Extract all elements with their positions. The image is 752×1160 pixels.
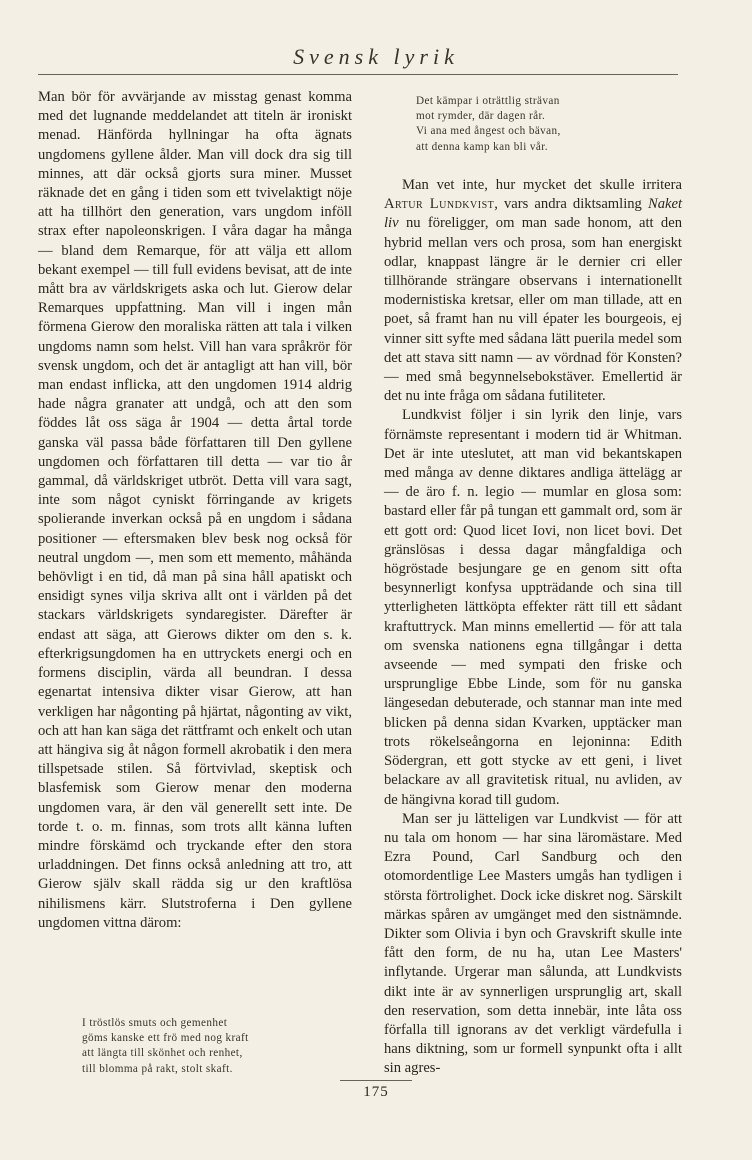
verse-line: göms kanske ett frö med nog kraft — [82, 1032, 249, 1045]
footer-rule — [340, 1080, 412, 1081]
page-number: 175 — [363, 1084, 389, 1100]
left-paragraph-1: Man bör för avvärjande av misstag genast komma med det lugnande meddelandet att titeln är ironiskt menad. Hänförda hyllningar ha ofta ägnats ungdomens gyllene ålder. Man vill dock dra sig till minnes, att där också gjorts sura miner. Musset räknade det en gång i tiden som ett tvivelaktigt nöje att ha tillhört den generation, vars ungdom inföll strax efter napoleonskrigen. I våra dagar ha många — bland dem Remarque, för att välja ett allom bekant exempel — till full evidens bevisat, att de inte mått bra av världskrigets aska och lut. Gierow delar Remarques uppfattning. Man vill i ingen mån förmena Gierow den moraliska rätten att tala i vilken ungdoms namn som helst. Vill han vara språkrör för svensk ungdom, och det är antagligt att han vill, bör man endast inflicka, att den ungdomen 1914 aldrig hade några granater att undgå, och att den som föddes låt oss säga år 1904 — detta årtal torde ganska väl passa både författaren till Den gyllene ungdomen och författaren till detta — var tio år gammal, då världskriget utbröt. Detta vill vara sagt, inte som något cyniskt förringande av krigets spolierande inverkan också på en ungdom i sådana positioner — eftersmaken blev besk nog också för neutral ungdom —, men som ett mementо, måhända behövligt i en tid, då man på sina håll apatiskt och ensidigt synes vilja skriva allt ont i världen på det stackars världskrigets syndaregister. Därefter är endast att säga, att Gierows dikter om den s. k. efterkrigsungdomen ha en uttryckets energi och en formens disciplin, värda all beundran. I dessa egenartat intensiva dikter visar Gierow, att han verkligen har någonting på hjärtat, någonting av vikt, och att han kan säga det rättframt och enkelt och utan att hängiva sig åt någon formell akrobatik i den mera tillspetsade stilen. Så förtvivlad, skeptisk och blasfemisk som Gierow menar den moderna ungdomen vara, är den väl generellt sett inte. De torde t. o. m. finnas, som trots allt känna luften mindre förskämd och tryckande efter den stora urladdningen. Det finns också anledning att tro, att Gierow själv skall rädda sig ur den kraftlösa nihilismens kärr. Slutstroferna i Den gyllene ungdomen vittna därom: — [38, 89, 352, 931]
verse-line: att längta till skönhet och renhet, — [82, 1047, 243, 1060]
p1-rest: nu föreligger, om man sade honom, att den hybrid mellan vers och prosa, som han energiskt odlar, knappast längre är le dernier cri eller tillhörande strängare observans i internationellt modernistiska kretsar, eller om man tillade, att en poet, så framt han nu vill épater les bourgeois, ej vinner sitt syfte med sådana lätt puerila medel som det att stava sitt namn — av vördnad för Konsten? — med små begynnelsebokstäver. Emellertid är det nu inte fråga om sådana futiliteter. — [384, 215, 683, 405]
book-title: Naket liv — [384, 196, 683, 232]
right-paragraph-2: Lundkvist följer i sin lyrik den linje, vars förnämste representant i modern tid är Whitman. Det är inte uteslutet, att man vid bekantskapen med många av denne diktares andliga ättelägg ar — de äro f. n. legio — mumlar en glosa som: bastard eller får på tungan ett gammalt ord, som är ett gott ord: Quod licet Iovi, non licet bovi. Det gränslösas i dessa dagar mångfaldiga och högröstade besjungare ge en genom sitt ofta besynnerligt konfysa uppträdande och sina till ytterligheten lättköpta effekter rätt till ett sådant kraftuttryck. Man minns emellertid — för att tala om svenska nationens egna tillgångar i detta avseende — med sympati den friske och ursprunglige Ebbe Linde, som för nu ganska längesedan debuterade, och stannar man inte med blicken på denna sidan Kvarken, upptäcker man trots rökelseångorna en lejoninna: Edith Södergran, ett gott stycke av ett geni, i livet belackare av all gravitetisk ritual, nu avliden, av de hängivna korad till gudom. — [384, 407, 682, 808]
right-paragraph-1 — [384, 176, 682, 406]
verse-line: till blomma på rakt, stolt skaft. — [82, 1062, 233, 1075]
right-paragraph-3: Man ser ju lätteligen var Lundkvist — för att nu tala om honom — har sina läromästare. Med Ezra Pound, Carl Sandburg och den otomordentlige Lee Masters umgås han tydligen i största förtrolighet. Dock icke diskret nog. Särskilt märkas spåren av umgänget med den sistnämnde. Dikter som Olivia i byn och Gravskrift skulle inte fått den form, de nu ha, utan Lee Masters' inflytande. Urgerar man sålunda, att Lundkvists dikt inte är av synnerligen ursprunglig art, skall den reservation, som detta innebär, inte låta oss förfalla till ignorans av det verkligt värdefulla i hans diktning, som ur formell synpunkt ofta i allt sin agres- — [384, 810, 682, 1077]
running-head: Svensk lyrik — [293, 44, 459, 69]
left-column — [38, 88, 352, 933]
verse-line: att denna kamp kan bli vår. — [416, 140, 548, 153]
verse-line: mot rymder, där dagen rår. — [416, 110, 546, 123]
verse-line: Vi ana med ångest och bävan, — [416, 125, 561, 138]
author-name: Artur Lundkvist — [384, 196, 495, 213]
verse-quote-bottom — [82, 1016, 249, 1077]
verse-line: I tröstlös smuts och gemenhet — [82, 1017, 228, 1029]
p1-before-name: Man vet inte, hur mycket det skulle irritera — [402, 177, 682, 193]
right-column — [384, 176, 682, 1079]
verse-line: Det kämpar i oträttlig strävan — [416, 95, 560, 107]
verse-quote-top — [416, 94, 561, 155]
p1-mid: , vars andra diktsamling — [494, 196, 642, 213]
header-rule — [38, 74, 678, 75]
